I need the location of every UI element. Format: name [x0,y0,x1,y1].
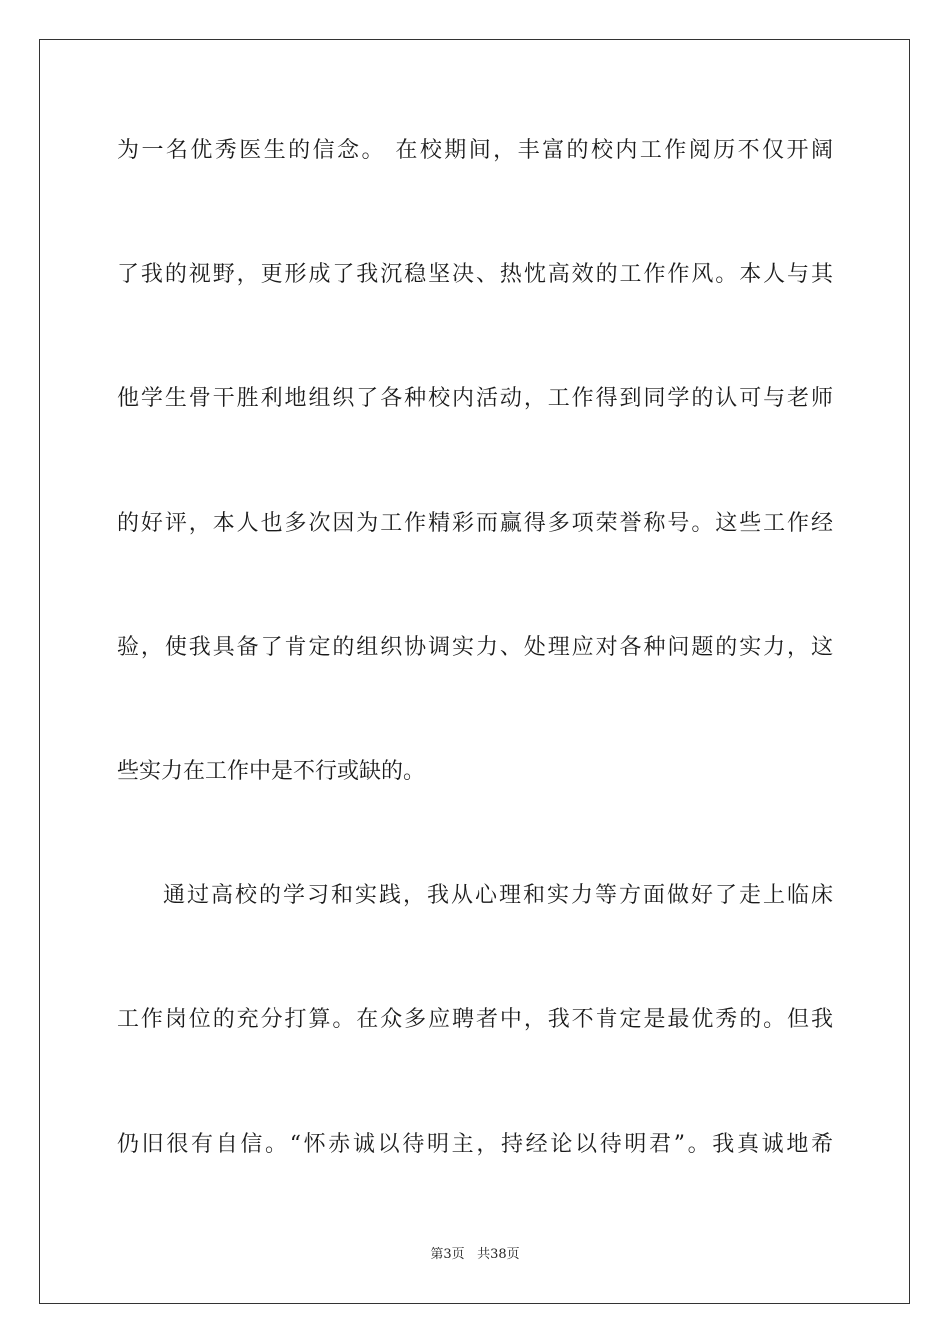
body-line-3: 他学生骨干胜利地组织了各种校内活动，工作得到同学的认可与老师 [117,386,833,411]
body-line-5: 验，使我具备了肯定的组织协调实力、处理应对各种问题的实力，这 [117,635,833,660]
page-number: 第3页 [430,1247,465,1262]
body-line-9: 仍旧很有自信。“怀赤诚以待明主，持经论以待明君”。我真诚地希 [117,1132,833,1157]
page-total: 共38页 [477,1247,520,1262]
page-frame [39,39,910,1304]
page-footer [0,1246,950,1264]
body-line-7: 通过高校的学习和实践，我从心理和实力等方面做好了走上临床 [163,883,833,908]
body-line-6: 些实力在工作中是不行或缺的。 [117,759,426,784]
body-line-8: 工作岗位的充分打算。在众多应聘者中，我不肯定是最优秀的。但我 [117,1007,833,1032]
body-line-2: 了我的视野，更形成了我沉稳坚决、热忱高效的工作作风。本人与其 [117,262,833,287]
body-line-1: 为一名优秀医生的信念。 在校期间，丰富的校内工作阅历不仅开阔 [117,138,833,163]
body-line-4: 的好评，本人也多次因为工作精彩而赢得多项荣誉称号。这些工作经 [117,511,833,536]
